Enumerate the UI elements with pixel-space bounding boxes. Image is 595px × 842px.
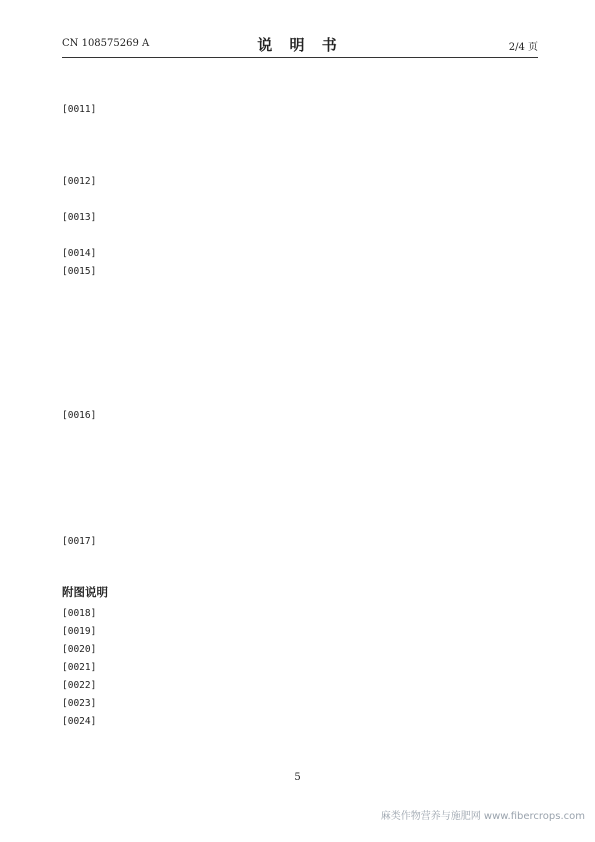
paragraph-line bbox=[62, 550, 538, 568]
figure-item bbox=[62, 712, 538, 730]
paragraph-line bbox=[62, 172, 538, 190]
paragraph-number: [0014] bbox=[62, 248, 97, 259]
paragraph-number: [0017] bbox=[62, 536, 97, 547]
paragraph-line bbox=[62, 100, 538, 118]
paragraph-number: [0018] bbox=[62, 608, 97, 619]
paragraph-line bbox=[62, 496, 538, 514]
paragraph-line bbox=[62, 154, 538, 172]
paragraph-number: [0012] bbox=[62, 176, 97, 187]
paragraph-line bbox=[62, 424, 538, 442]
paragraph-line bbox=[62, 478, 538, 496]
paragraph-line bbox=[62, 442, 538, 460]
paragraph-line bbox=[62, 388, 538, 406]
paragraph-line bbox=[62, 262, 538, 280]
paragraph-line bbox=[62, 514, 538, 532]
publication-number: CN 108575269 A bbox=[62, 38, 150, 49]
figures-heading: 附图说明 bbox=[62, 585, 108, 599]
paragraph-line bbox=[62, 532, 538, 550]
paragraph-number: [0016] bbox=[62, 410, 97, 421]
figure-item bbox=[62, 622, 538, 640]
paragraph-number: [0023] bbox=[62, 698, 97, 709]
paragraph-number: [0015] bbox=[62, 266, 97, 277]
paragraph-line bbox=[62, 370, 538, 388]
paragraph-number: [0019] bbox=[62, 626, 97, 637]
paragraph-line bbox=[62, 460, 538, 478]
paragraph-line bbox=[62, 334, 538, 352]
paragraph-line bbox=[62, 226, 538, 244]
paragraph-number: [0024] bbox=[62, 716, 97, 727]
paragraph-number: [0021] bbox=[62, 662, 97, 673]
description-body bbox=[62, 64, 538, 676]
page-header bbox=[62, 34, 538, 54]
paragraph-number: [0013] bbox=[62, 212, 97, 223]
figure-list bbox=[62, 604, 538, 730]
paragraph-line bbox=[62, 208, 538, 226]
paragraph-line bbox=[62, 64, 538, 82]
paragraph-line bbox=[62, 586, 538, 604]
watermark: 麻类作物营养与施肥网 www.fibercrops.com bbox=[380, 811, 585, 822]
header-divider bbox=[62, 57, 538, 58]
paragraph-line bbox=[62, 406, 538, 424]
document-type: 说 明 书 bbox=[257, 36, 343, 54]
figure-item bbox=[62, 658, 538, 676]
paragraph-number: [0020] bbox=[62, 644, 97, 655]
paragraph-line bbox=[62, 82, 538, 100]
page-number: 5 bbox=[294, 772, 301, 783]
paragraph-line bbox=[62, 190, 538, 208]
figure-item bbox=[62, 676, 538, 694]
paragraph-line bbox=[62, 298, 538, 316]
paragraph-number: [0022] bbox=[62, 680, 97, 691]
paragraph-line bbox=[62, 568, 538, 586]
figure-item bbox=[62, 604, 538, 622]
figure-item bbox=[62, 640, 538, 658]
paragraph-line bbox=[62, 316, 538, 334]
paragraph-line bbox=[62, 118, 538, 136]
paragraph-number: [0011] bbox=[62, 104, 97, 115]
paragraph-line bbox=[62, 352, 538, 370]
paragraph-line bbox=[62, 136, 538, 154]
paragraph-line bbox=[62, 244, 538, 262]
figure-item bbox=[62, 694, 538, 712]
page-indicator: 2/4 页 bbox=[508, 42, 538, 53]
paragraph-line bbox=[62, 280, 538, 298]
